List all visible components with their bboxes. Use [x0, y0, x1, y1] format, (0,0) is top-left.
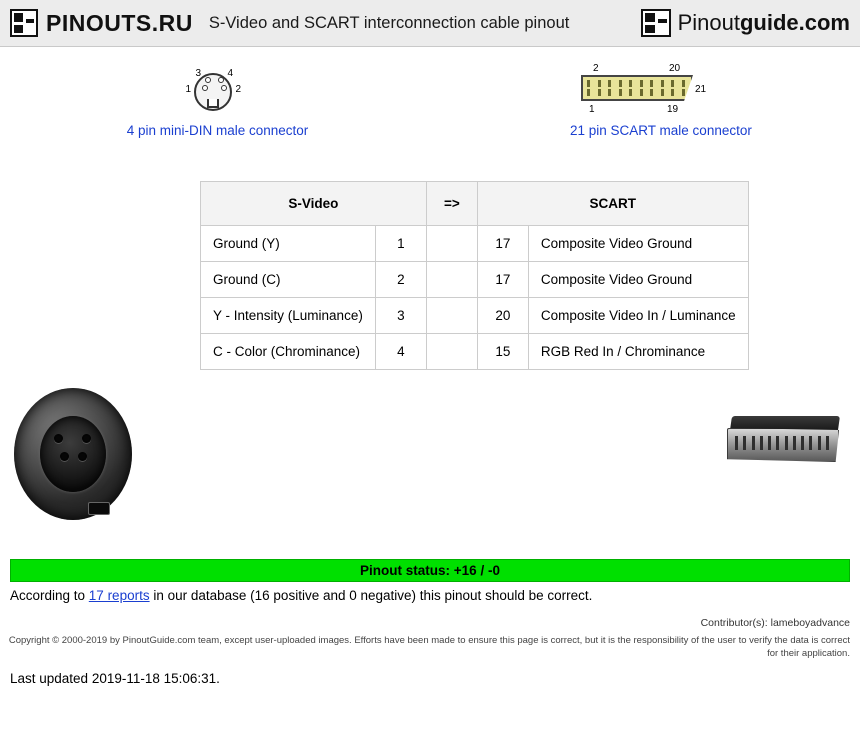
- scart-pin-19-label: 19: [667, 104, 679, 115]
- scart-pin: 17: [477, 226, 528, 262]
- contributors-text: Contributor(s): lameboyadvance: [700, 617, 850, 629]
- mini-din-photo-inner: [40, 416, 106, 492]
- status-badge: Pinout status: +16 / -0: [10, 559, 850, 582]
- reports-prefix: According to: [10, 588, 89, 603]
- svideo-pin: 1: [375, 226, 426, 262]
- row-arrow: [426, 226, 477, 262]
- svideo-pin: 3: [375, 298, 426, 334]
- mini-din-photo-key-slot: [88, 502, 110, 515]
- pinoutguide-bold: guide.com: [739, 10, 850, 35]
- scart-pin-20-label: 20: [669, 63, 681, 74]
- brand-name[interactable]: PINOUTS.RU: [46, 9, 193, 36]
- minidin-connector-block: [120, 69, 315, 138]
- pinout-table-head: [201, 182, 749, 226]
- mini-din-photo-hole: [60, 452, 69, 461]
- last-updated-text: Last updated 2019-11-18 15:06:31.: [10, 670, 220, 686]
- scart-photo-top: [730, 416, 840, 430]
- svideo-pin: 2: [375, 262, 426, 298]
- minidin-notch: [207, 99, 219, 108]
- reports-line: [10, 588, 850, 603]
- mini-din-connector-photo: [14, 388, 132, 520]
- svideo-pin: 4: [375, 334, 426, 370]
- minidin-pin-3-label: 3: [195, 68, 202, 79]
- scart-signal: RGB Red In / Chrominance: [528, 334, 748, 370]
- table-row: [201, 334, 749, 370]
- reports-suffix: in our database (16 positive and 0 negative) this pinout should be correct.: [149, 588, 593, 603]
- scart-signal: Composite Video Ground: [528, 226, 748, 262]
- scart-pin-1-label: 1: [589, 104, 595, 115]
- minidin-pin-4-label: 4: [227, 68, 234, 79]
- pinoutguide-logo-icon: [641, 9, 671, 37]
- scart-caption[interactable]: 21 pin SCART male connector: [570, 123, 752, 138]
- scart-pin: 17: [477, 262, 528, 298]
- minidin-diagram-icon: [158, 69, 278, 117]
- scart-connector-photo: [727, 416, 843, 472]
- scart-pin-2-label: 2: [593, 63, 599, 74]
- scart-diagram-icon: [571, 65, 711, 117]
- row-arrow: [426, 334, 477, 370]
- connector-photos: [0, 384, 860, 559]
- table-row: [201, 298, 749, 334]
- table-header-row: [201, 182, 749, 226]
- minidin-pin-2-label: 2: [235, 84, 242, 95]
- table-row: [201, 262, 749, 298]
- scart-signal: Composite Video In / Luminance: [528, 298, 748, 334]
- scart-pin: 15: [477, 334, 528, 370]
- minidin-pin-1-dot: [202, 85, 208, 91]
- scart-signal: Composite Video Ground: [528, 262, 748, 298]
- mini-din-photo-hole: [82, 434, 91, 443]
- page-title: S-Video and SCART interconnection cable pinout: [208, 13, 570, 32]
- pinoutguide-thin: Pinout: [677, 10, 740, 35]
- minidin-pin-3-dot: [205, 77, 211, 83]
- scart-photo-contacts: [735, 436, 829, 450]
- svideo-signal: Y - Intensity (Luminance): [201, 298, 376, 334]
- connector-diagrams: [0, 47, 860, 157]
- pinoutguide-wordmark[interactable]: [678, 10, 850, 36]
- row-arrow: [426, 262, 477, 298]
- column-header-scart: SCART: [477, 182, 748, 226]
- copyright-text: Copyright © 2000-2019 by PinoutGuide.com team, except user-uploaded images. Efforts have been made to ensure this page is correct, but it is the responsibility of the user to verify the data is correct for their application.: [8, 635, 850, 659]
- svideo-signal: Ground (Y): [201, 226, 376, 262]
- pinouts-logo-icon: [10, 9, 38, 37]
- svideo-signal: C - Color (Chrominance): [201, 334, 376, 370]
- mini-din-photo-hole: [54, 434, 63, 443]
- reports-link[interactable]: 17 reports: [88, 588, 150, 603]
- site-header: [0, 0, 860, 47]
- table-row: [201, 226, 749, 262]
- pinout-table: [200, 181, 749, 370]
- minidin-pin-2-dot: [221, 85, 227, 91]
- mini-din-photo-hole: [78, 452, 87, 461]
- scart-connector-block: [570, 63, 752, 138]
- minidin-pin-4-dot: [218, 77, 224, 83]
- svideo-signal: Ground (C): [201, 262, 376, 298]
- column-header-arrow: =>: [426, 182, 477, 226]
- minidin-caption[interactable]: 4 pin mini-DIN male connector: [126, 123, 309, 138]
- pinout-table-body: [201, 226, 749, 370]
- minidin-pin-1-label: 1: [185, 84, 192, 95]
- scart-pin: 20: [477, 298, 528, 334]
- column-header-svideo: S-Video: [201, 182, 427, 226]
- scart-pin-row-bottom: [587, 89, 685, 105]
- row-arrow: [426, 298, 477, 334]
- header-right: [641, 9, 850, 37]
- scart-pin-21-label: 21: [695, 84, 707, 95]
